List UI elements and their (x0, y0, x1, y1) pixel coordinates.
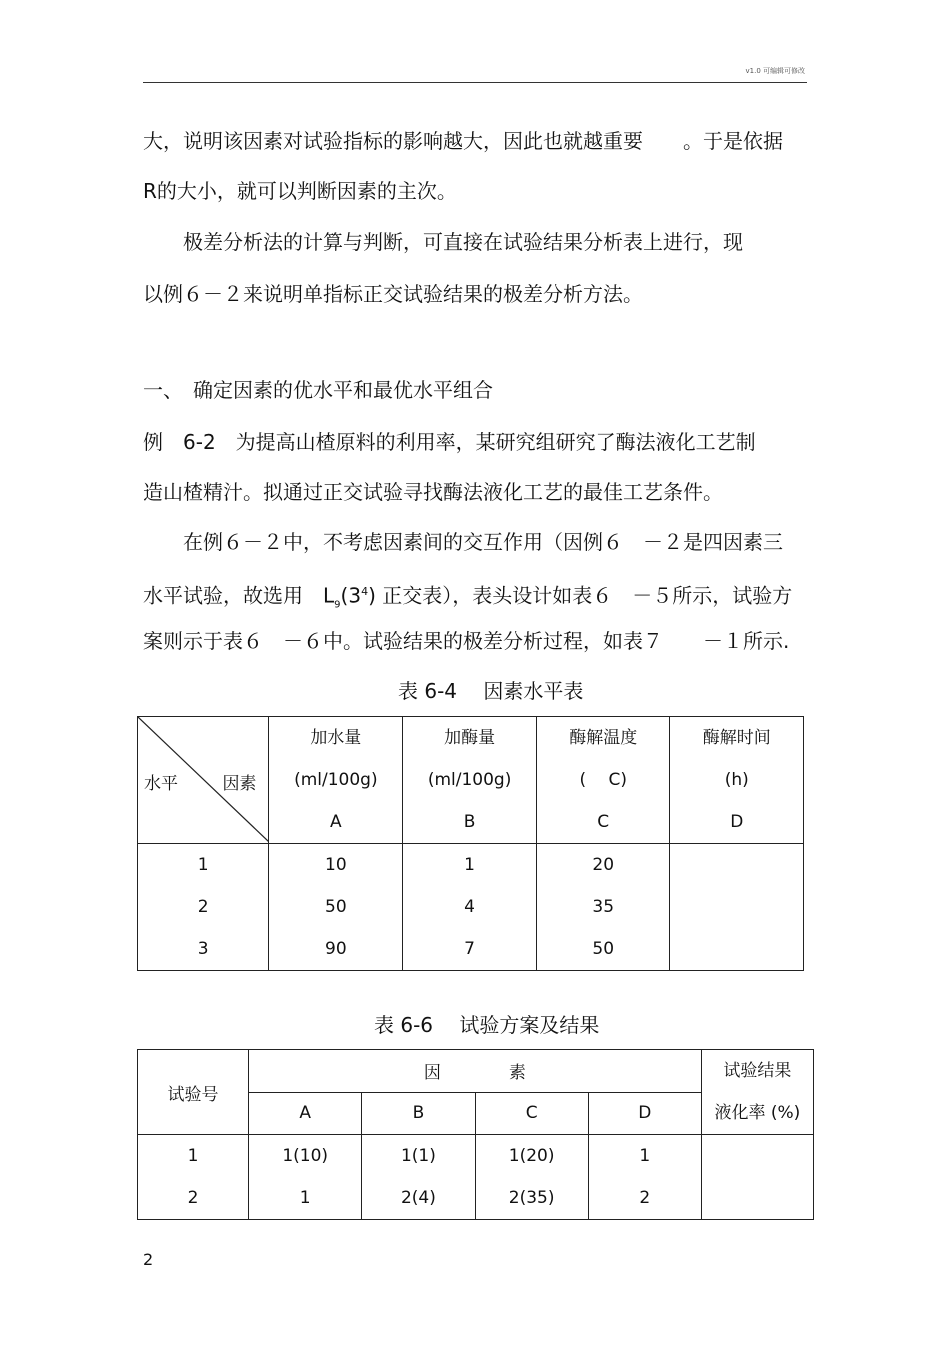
value-c-1: 20 (592, 855, 615, 875)
example-line-1: 例 6-2 为提高山楂原料的利用率，某研究组研究了酶法液化工艺制 (143, 430, 756, 454)
trial-row-1-b: 1(1) (400, 1146, 436, 1166)
value-a-2: 50 (325, 897, 347, 917)
result-header (701, 1050, 813, 1135)
value-a-3: 90 (325, 939, 347, 959)
paragraph-2-line-2: 以例６－２来说明单指标正交试验结果的极差分析方法。 (143, 282, 643, 306)
values-d (670, 844, 804, 971)
paragraph-3-line-2 (143, 579, 792, 619)
values-b (403, 844, 537, 971)
header-b-unit: (ml/100g) (427, 770, 512, 790)
trial-values-d (588, 1135, 701, 1220)
corner-level-label: 水平 (144, 774, 178, 794)
header-c (536, 717, 670, 844)
l9-subscript: 9 (334, 599, 341, 611)
trial-row-2-b: 2(4) (400, 1188, 436, 1208)
values-c (536, 844, 670, 971)
values-a (269, 844, 403, 971)
header-c-letter: C (597, 812, 610, 832)
value-c-3: 50 (592, 939, 615, 959)
header-d-unit: (h) (724, 770, 749, 790)
paragraph-3-line-1: 在例６－２中，不考虑因素间的交互作用（因例６ －２是四因素三 (143, 530, 783, 554)
value-a-1: 10 (325, 855, 347, 875)
result-header-line-2: 液化率 (%) (714, 1103, 801, 1123)
header-c-name: 酶解温度 (569, 728, 638, 748)
factor-col-d: D (588, 1092, 701, 1135)
header-d (670, 717, 804, 844)
corner-factor-label: 因素 (222, 774, 257, 794)
level-1: 1 (197, 855, 209, 875)
factor-group-header: 因 素 (249, 1050, 702, 1093)
trial-values-b (362, 1135, 475, 1220)
factor-level-table (137, 716, 804, 971)
value-b-2: 4 (464, 897, 475, 917)
levels-column (138, 844, 269, 971)
trial-row-1-a: 1(10) (282, 1146, 329, 1166)
header-text: v1.0 可编辑可修改 (745, 67, 805, 75)
paragraph-3-line-2-c: ) 正交表），表头设计如表６ －５所示，试验方 (368, 583, 793, 608)
header-a (269, 717, 403, 844)
trial-row-2-a: 1 (299, 1188, 311, 1208)
trial-numbers (138, 1135, 249, 1220)
page-header (143, 66, 807, 83)
section-heading: 一、 确定因素的优水平和最优水平组合 (143, 378, 493, 402)
header-d-letter: D (730, 812, 744, 832)
trial-row-2-d: 2 (639, 1188, 651, 1208)
trial-row-1-d: 1 (639, 1146, 651, 1166)
paragraph-1-line-2: R的大小，就可以判断因素的主次。 (143, 179, 457, 203)
value-b-1: 1 (464, 855, 475, 875)
header-a-letter: A (330, 812, 342, 832)
trial-row-1-no: 1 (187, 1146, 199, 1166)
page-number: 2 (143, 1250, 154, 1269)
trial-number-header: 试验号 (138, 1050, 249, 1135)
trial-row-2-c: 2(35) (508, 1188, 555, 1208)
trial-results (701, 1135, 813, 1220)
paragraph-1-line-1: 大，说明该因素对试验指标的影响越大，因此也就越重要 。于是依据 (143, 129, 783, 153)
value-b-3: 7 (464, 939, 475, 959)
header-a-unit: (ml/100g) (294, 770, 378, 790)
paragraph-2-line-1: 极差分析法的计算与判断，可直接在试验结果分析表上进行，现 (143, 230, 743, 254)
paragraph-3-line-2-a: 水平试验，故选用 L (143, 583, 335, 608)
header-b (403, 717, 537, 844)
table-1-caption: 表 6-4 因素水平表 (398, 679, 584, 703)
level-2: 2 (197, 897, 209, 917)
header-b-letter: B (463, 812, 476, 832)
example-line-2: 造山楂精汁。拟通过正交试验寻找酶法液化工艺的最佳工艺条件。 (143, 480, 723, 504)
trial-plan-table (137, 1049, 814, 1220)
factor-col-b: B (362, 1092, 475, 1135)
power-superscript: 4 (361, 585, 369, 598)
result-header-line-1: 试验结果 (723, 1061, 792, 1081)
header-b-name: 加酶量 (444, 728, 496, 748)
value-c-2: 35 (592, 897, 615, 917)
paragraph-3-line-2-b: (3 (340, 583, 362, 608)
trial-row-1-c: 1(20) (508, 1146, 555, 1166)
factor-col-c: C (475, 1092, 588, 1135)
trial-values-c (475, 1135, 588, 1220)
header-a-name: 加水量 (310, 728, 362, 748)
trial-row-2-no: 2 (187, 1188, 199, 1208)
corner-diagonal-cell (138, 717, 269, 844)
trial-values-a (249, 1135, 362, 1220)
factor-col-a: A (249, 1092, 362, 1135)
header-c-unit: ( C) (579, 770, 627, 790)
paragraph-3-line-3: 案则示于表６ －６中。试验结果的极差分析过程，如表７ －１所示. (143, 629, 790, 653)
table-2-caption: 表 6-6 试验方案及结果 (374, 1013, 600, 1037)
level-3: 3 (197, 939, 209, 959)
header-d-name: 酶解时间 (702, 728, 771, 748)
